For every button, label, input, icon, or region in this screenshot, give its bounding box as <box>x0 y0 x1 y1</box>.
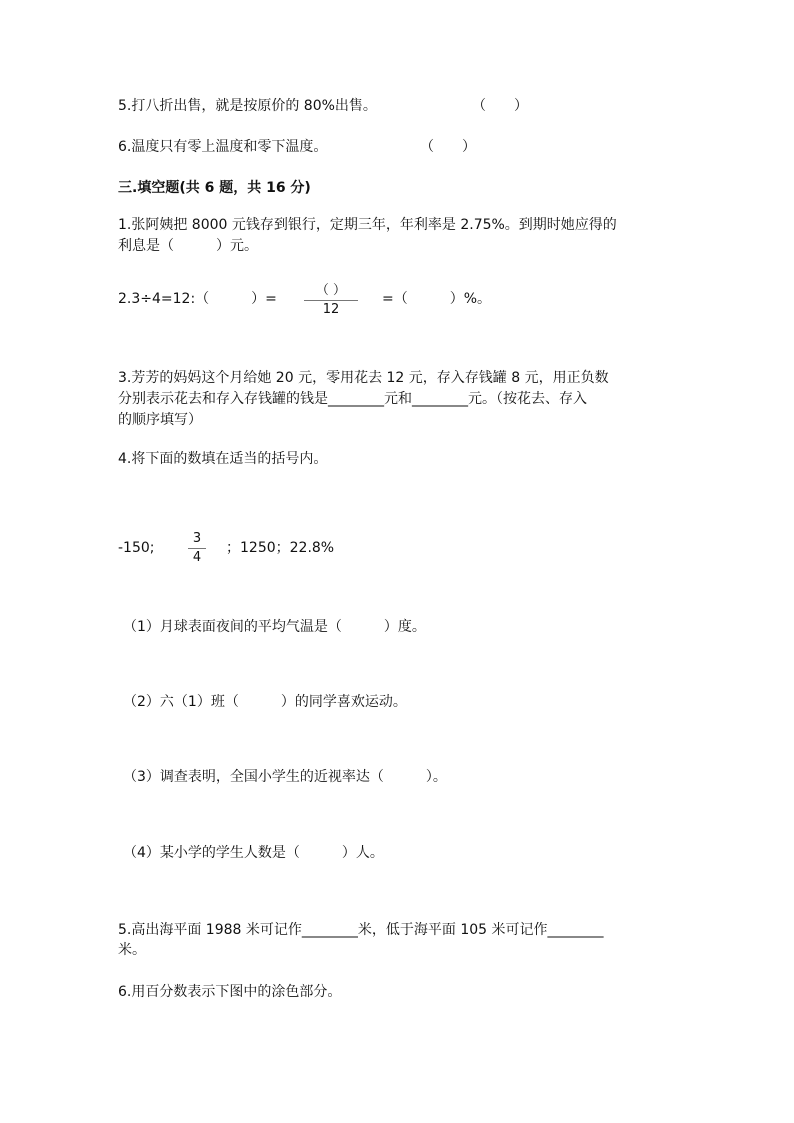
fill-question-4-prompt: 4.将下面的数填在适当的括号内。 <box>118 451 328 467</box>
judge-question-6-text: 6.温度只有零上温度和零下温度。 <box>118 139 328 155</box>
fill-question-3-line-1: 3.芳芳的妈妈这个月给她 20 元，零用花去 12 元，存入存钱罐 8 元，用正负数 <box>118 370 609 386</box>
fill-question-3-line-2: 分别表示花去和存入存钱罐的钱是________元和________元。（按花去、存入 <box>118 391 587 407</box>
fraction-numerator: 3 <box>192 531 202 546</box>
fraction-bar <box>304 300 358 301</box>
fill-question-2-prefix: 2.3÷4=12:（ ）= <box>118 291 277 307</box>
judge-question-5 <box>118 96 377 116</box>
fill-question-4-sub-2: （2）六（1）班（ ）的同学喜欢运动。 <box>123 694 407 710</box>
fill-question-4-sub-3: （3）调查表明，全国小学生的近视率达（ ）。 <box>123 769 447 785</box>
number-list-fraction <box>188 531 206 566</box>
number-list-item-1: -150; <box>118 540 155 556</box>
fill-question-4-sub-4: （4）某小学的学生人数是（ ）人。 <box>123 845 384 861</box>
fill-question-3-line-3: 的顺序填写） <box>118 412 202 428</box>
fraction-denominator: 4 <box>192 550 202 565</box>
judge-question-5-text: 5.打八折出售，就是按原价的 80%出售。 <box>118 98 377 114</box>
judge-question-6 <box>118 137 327 157</box>
fill-question-1-line-2: 利息是（ ）元。 <box>118 238 258 254</box>
fill-question-6-prompt: 6.用百分数表示下图中的涂色部分。 <box>118 984 342 1000</box>
fill-question-2-fraction <box>304 283 358 318</box>
fill-question-5-line-1: 5.高出海平面 1988 米可记作________米，低于海平面 105 米可记作________ <box>118 922 604 938</box>
fill-question-5-line-2: 米。 <box>118 942 146 958</box>
fill-question-2-suffix: =（ ）%。 <box>382 291 492 307</box>
fraction-numerator: （ ） <box>315 283 347 298</box>
number-list-rest: ；1250；22.8% <box>226 540 335 556</box>
fill-question-1-line-1: 1.张阿姨把 8000 元钱存到银行，定期三年，年利率是 2.75%。到期时她应得的 <box>118 217 617 233</box>
fraction-bar <box>188 548 206 549</box>
judge-question-5-answer-paren: （ ） <box>472 98 528 114</box>
fill-question-4-sub-1: （1）月球表面夜间的平均气温是（ ）度。 <box>123 619 426 635</box>
section-title-fill-blanks: 三.填空题(共 6 题，共 16 分) <box>118 180 311 196</box>
fraction-denominator: 12 <box>322 302 340 317</box>
judge-question-6-answer-paren: （ ） <box>420 139 476 155</box>
